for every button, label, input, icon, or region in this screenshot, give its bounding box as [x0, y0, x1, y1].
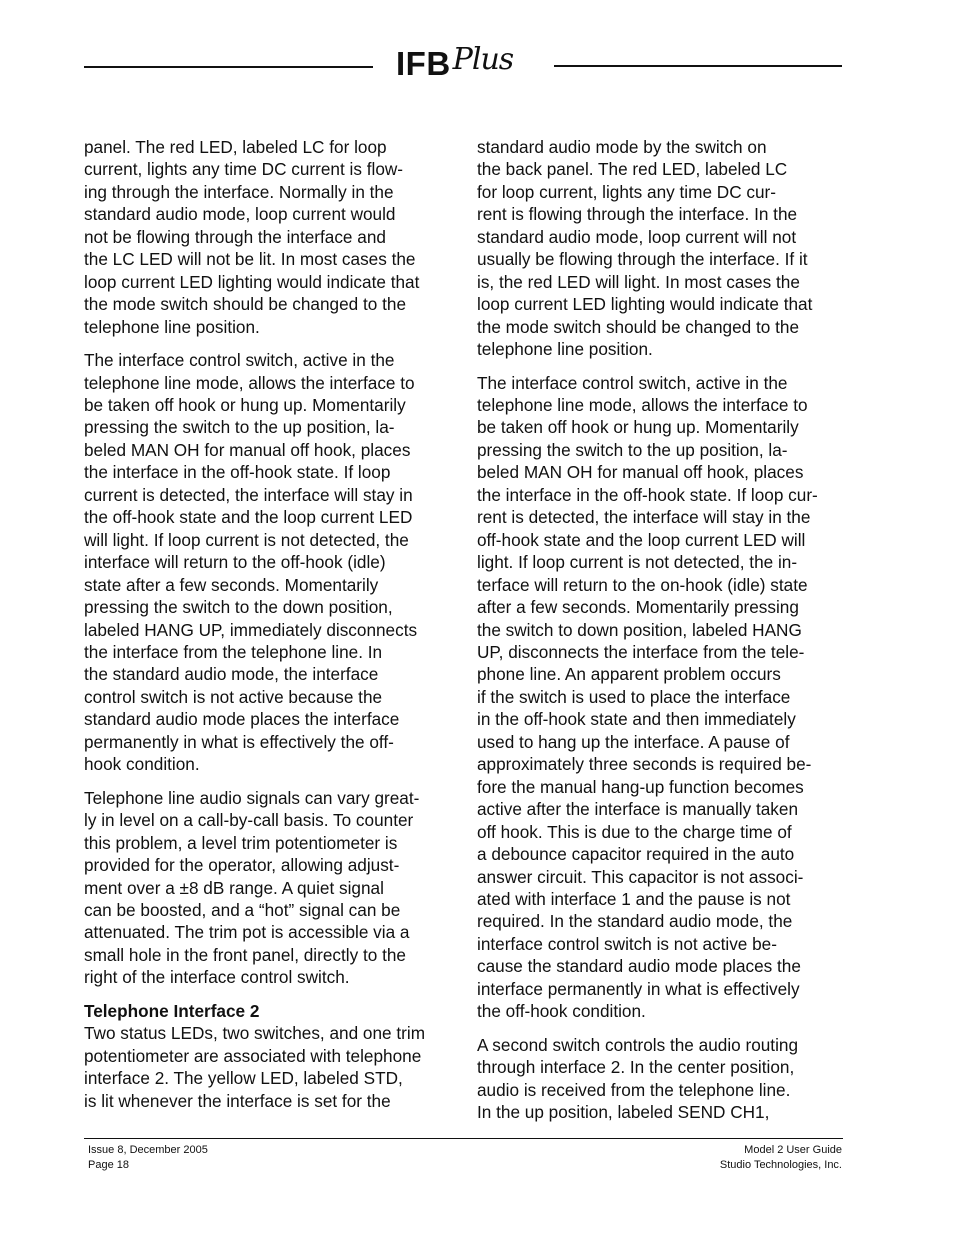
text-line: panel. The red LED, labeled LC for loop	[84, 137, 387, 157]
right-paragraph-3	[477, 1034, 847, 1124]
text-line: the mode switch should be changed to the	[84, 294, 407, 315]
text-line: state after a few seconds. Momentarily	[84, 574, 379, 595]
text-line: can be boosted, and a “hot” signal can be	[84, 899, 401, 920]
text-line: telephone line mode, allows the interface to	[477, 394, 808, 415]
text-line: control switch is not active because the	[84, 686, 383, 707]
text-line: rent is flowing through the interface. In the	[477, 204, 798, 225]
text-line: small hole in the front panel, directly to the	[84, 944, 406, 965]
text-line: The interface control switch, active in the	[84, 350, 395, 371]
text-line: right of the interface control switch.	[84, 967, 350, 988]
text-line: A second switch controls the audio routing	[477, 1034, 799, 1055]
text-line: audio is received from the telephone line.	[477, 1079, 791, 1100]
footer-issue: Issue 8, December 2005	[88, 1144, 208, 1156]
text-line: the switch to down position, labeled HANG	[477, 619, 802, 640]
text-line: the interface in the off-hook state. If loop cur-	[477, 484, 818, 505]
logo-script-text: Plus	[452, 42, 514, 77]
text-line: a debounce capacitor required in the auto	[477, 844, 795, 865]
text-line: pressing the switch to the up position, la-	[84, 417, 395, 438]
text-line: approximately three seconds is required be-	[477, 754, 812, 775]
text-line: Telephone line audio signals can vary great-	[84, 787, 420, 808]
text-line: labeled HANG UP, immediately disconnects	[84, 619, 418, 640]
text-line: interface 2. The yellow LED, labeled STD,	[84, 1068, 403, 1089]
text-line: will light. If loop current is not detected, the	[84, 529, 409, 550]
text-line: used to hang up the interface. A pause of	[477, 731, 790, 752]
text-line: required. In the standard audio mode, the	[477, 911, 793, 932]
text-line: loop current LED lighting would indicate that	[84, 271, 420, 292]
header-rule-right	[554, 65, 842, 67]
logo-main-text: IFB	[396, 45, 451, 82]
section-heading-telephone-interface-2: Telephone Interface 2	[84, 1000, 260, 1021]
left-column	[84, 136, 454, 1123]
left-paragraph-1	[84, 136, 454, 338]
footer-page-number: Page 18	[88, 1158, 129, 1171]
text-line: provided for the operator, allowing adjust-	[84, 855, 400, 876]
text-line: hook condition.	[84, 754, 200, 775]
text-line: interface permanently in what is effectively	[477, 978, 800, 999]
text-line: be taken off hook or hung up. Momentarily	[477, 417, 799, 438]
footer-right	[720, 1143, 842, 1172]
text-line: the interface in the off-hook state. If loop	[84, 462, 391, 483]
left-paragraph-2	[84, 349, 454, 776]
text-line: interface will return to the off-hook (idle)	[84, 552, 386, 573]
text-line: beled MAN OH for manual off hook, places	[84, 439, 411, 460]
text-line: pressing the switch to the down position,	[84, 597, 393, 618]
text-line: telephone line mode, allows the interface to	[84, 372, 415, 393]
text-line: is, the red LED will light. In most cases the	[477, 271, 800, 292]
text-line: telephone line position.	[84, 316, 260, 337]
text-line: terface will return to the on-hook (idle) state	[477, 574, 808, 595]
text-line: standard audio mode, loop current will not	[477, 226, 797, 247]
text-line: attenuated. The trim pot is accessible via a	[84, 922, 410, 943]
text-line: standard audio mode places the interface	[84, 709, 400, 730]
text-line: light. If loop current is not detected, the in-	[477, 552, 798, 573]
text-line: off hook. This is due to the charge time of	[477, 821, 792, 842]
text-line: potentiometer are associated with telephone	[84, 1045, 422, 1066]
text-line: current, lights any time DC current is flow-	[84, 159, 404, 180]
text-line: is lit whenever the interface is set for the	[84, 1090, 391, 1111]
text-line: ated with interface 1 and the pause is not	[477, 888, 791, 909]
right-paragraph-2	[477, 372, 847, 1023]
text-line: the standard audio mode, the interface	[84, 664, 379, 685]
footer-company: Studio Technologies, Inc.	[719, 1158, 842, 1171]
text-line: current is detected, the interface will stay in	[84, 484, 413, 505]
text-line: the off-hook state and the loop current LED	[84, 507, 413, 528]
text-line: loop current LED lighting would indicate that	[477, 294, 813, 315]
footer-guide-title: Model 2 User Guide	[744, 1144, 842, 1156]
text-line: this problem, a level trim potentiometer is	[84, 832, 398, 853]
text-line: if the switch is used to place the interface	[477, 686, 791, 707]
text-line: the back panel. The red LED, labeled LC	[477, 159, 788, 180]
left-paragraph-4	[84, 1022, 454, 1112]
text-line: phone line. An apparent problem occurs	[477, 664, 781, 685]
text-line: standard audio mode, loop current would	[84, 204, 396, 225]
text-line: usually be flowing through the interface. If it	[477, 249, 808, 270]
text-line: telephone line position.	[477, 339, 653, 360]
right-paragraph-1	[477, 136, 847, 361]
text-line: UP, disconnects the interface from the tele-	[477, 641, 805, 662]
left-paragraph-3	[84, 787, 454, 989]
text-line: ment over a ±8 dB range. A quiet signal	[84, 877, 384, 898]
text-line: active after the interface is manually taken	[477, 799, 798, 820]
text-line: The interface control switch, active in the	[477, 372, 788, 393]
text-line: not be flowing through the interface and	[84, 226, 386, 247]
text-line: permanently in what is effectively the off-	[84, 731, 394, 752]
text-line: for loop current, lights any time DC cur-	[477, 181, 776, 202]
header-rule-left	[84, 66, 373, 68]
text-line: answer circuit. This capacitor is not associ-	[477, 866, 804, 887]
text-line: standard audio mode by the switch on	[477, 137, 767, 157]
text-line: off-hook state and the loop current LED will	[477, 529, 806, 550]
text-line: ly in level on a call-by-call basis. To counter	[84, 810, 414, 831]
text-line: the mode switch should be changed to the	[477, 316, 800, 337]
text-line: ing through the interface. Normally in the	[84, 181, 394, 202]
text-line: through interface 2. In the center position,	[477, 1057, 795, 1078]
text-line: In the up position, labeled SEND CH1,	[477, 1102, 770, 1123]
text-line: the interface from the telephone line. In	[84, 641, 383, 662]
text-line: interface control switch is not active be-	[477, 933, 777, 954]
text-line: the off-hook condition.	[477, 1001, 646, 1022]
text-line: after a few seconds. Momentarily pressing	[477, 597, 799, 618]
text-line: cause the standard audio mode places the	[477, 956, 801, 977]
right-column	[477, 136, 847, 1134]
text-line: the LC LED will not be lit. In most cases the	[84, 249, 416, 270]
text-line: pressing the switch to the up position, la-	[477, 439, 788, 460]
footer-rule	[84, 1138, 843, 1139]
ifb-plus-logo	[396, 44, 513, 88]
text-line: Two status LEDs, two switches, and one trim	[84, 1023, 426, 1044]
text-line: fore the manual hang-up function becomes	[477, 776, 804, 797]
text-line: beled MAN OH for manual off hook, places	[477, 462, 804, 483]
footer-left	[88, 1143, 208, 1172]
text-line: in the off-hook state and then immediately	[477, 709, 796, 730]
text-line: be taken off hook or hung up. Momentarily	[84, 394, 406, 415]
text-line: rent is detected, the interface will stay in the	[477, 507, 811, 528]
